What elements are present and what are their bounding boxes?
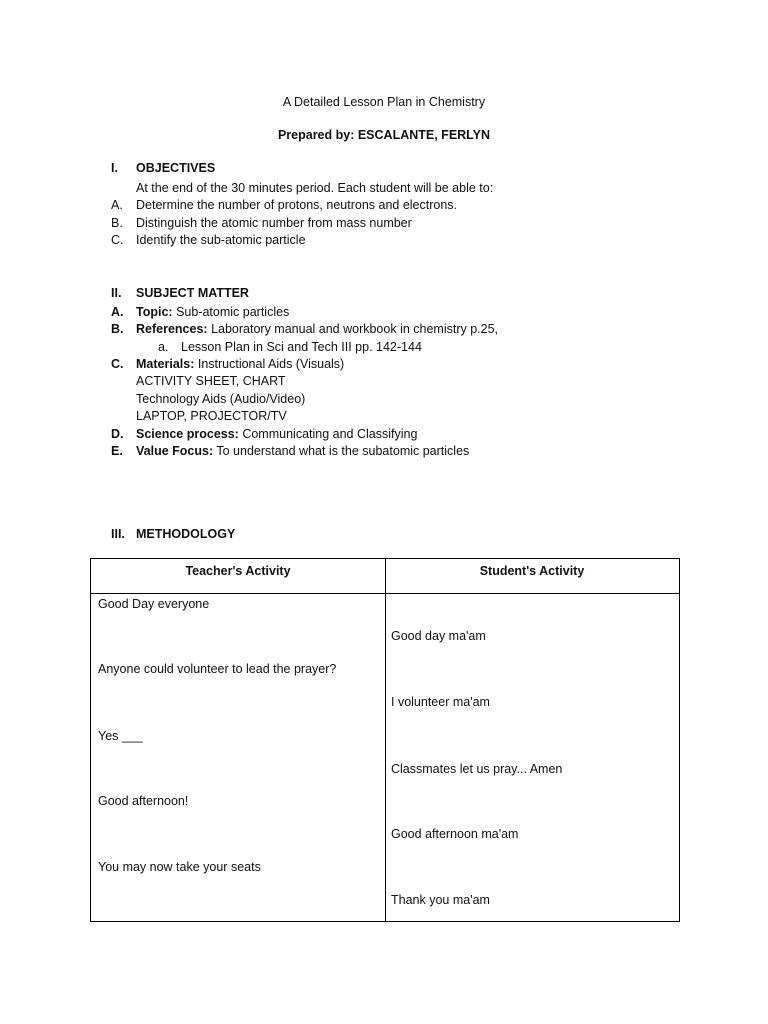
- list-marker: C.: [111, 233, 124, 247]
- references-value: Laboratory manual and workbook in chemistry p.25,: [211, 322, 499, 336]
- topic-value: Sub-atomic particles: [176, 305, 290, 319]
- section-heading: SUBJECT MATTER: [136, 286, 249, 300]
- references-sub-value: Lesson Plan in Sci and Tech III pp. 142-144: [181, 340, 422, 354]
- materials-label: Materials:: [136, 357, 195, 371]
- list-marker: B.: [111, 322, 124, 336]
- objectives-intro: At the end of the 30 minutes period. Each student will be able to:: [136, 181, 494, 195]
- list-marker: A.: [111, 198, 123, 212]
- student-line: Good afternoon ma'am: [391, 827, 519, 841]
- references-label: References:: [136, 322, 208, 336]
- column-divider: [385, 559, 386, 921]
- list-marker: E.: [111, 444, 123, 458]
- sub-list-marker: a.: [158, 340, 169, 354]
- student-line: Good day ma'am: [391, 629, 486, 643]
- teacher-line: Good afternoon!: [98, 794, 189, 808]
- objective-item: Identify the sub-atomic particle: [136, 233, 306, 247]
- list-marker: A.: [111, 305, 124, 319]
- topic-line: [136, 304, 289, 320]
- list-marker: B.: [111, 216, 123, 230]
- list-marker: D.: [111, 427, 124, 441]
- materials-detail: LAPTOP, PROJECTOR/TV: [136, 409, 287, 423]
- materials-detail: Technology Aids (Audio/Video): [136, 392, 306, 406]
- science-process-value: Communicating and Classifying: [242, 427, 418, 441]
- section-number: II.: [111, 286, 122, 300]
- header-divider: [91, 593, 679, 594]
- teacher-line: Anyone could volunteer to lead the prayer?: [98, 662, 337, 676]
- objective-item: Distinguish the atomic number from mass number: [136, 216, 412, 230]
- student-line: I volunteer ma'am: [391, 695, 490, 709]
- section-heading: METHODOLOGY: [136, 527, 236, 541]
- value-focus-value: To understand what is the subatomic particles: [216, 444, 470, 458]
- teacher-line: Good Day everyone: [98, 597, 210, 611]
- materials-line: [136, 356, 344, 372]
- topic-label: Topic:: [136, 305, 173, 319]
- student-line: Thank you ma'am: [391, 893, 490, 907]
- teacher-line: Yes ___: [98, 729, 143, 743]
- student-line: Classmates let us pray... Amen: [391, 762, 563, 776]
- list-marker: C.: [111, 357, 124, 371]
- section-heading: OBJECTIVES: [136, 161, 216, 175]
- references-line: [136, 321, 498, 337]
- document-title: A Detailed Lesson Plan in Chemistry: [282, 95, 486, 109]
- prepared-by: Prepared by: ESCALANTE, FERLYN: [277, 128, 491, 142]
- student-column-header: Student's Activity: [479, 564, 585, 578]
- materials-detail: ACTIVITY SHEET, CHART: [136, 374, 286, 388]
- methodology-table: [90, 558, 680, 922]
- objective-item: Determine the number of protons, neutrons and electrons.: [136, 198, 458, 212]
- section-number: I.: [111, 161, 118, 175]
- value-focus-label: Value Focus:: [136, 444, 214, 458]
- teacher-line: You may now take your seats: [98, 860, 261, 874]
- science-process-label: Science process:: [136, 427, 239, 441]
- teacher-column-header: Teacher's Activity: [185, 564, 291, 578]
- materials-value: Instructional Aids (Visuals): [197, 357, 345, 371]
- section-number: III.: [111, 527, 125, 541]
- value-focus-line: [136, 443, 469, 459]
- science-process-line: [136, 426, 417, 442]
